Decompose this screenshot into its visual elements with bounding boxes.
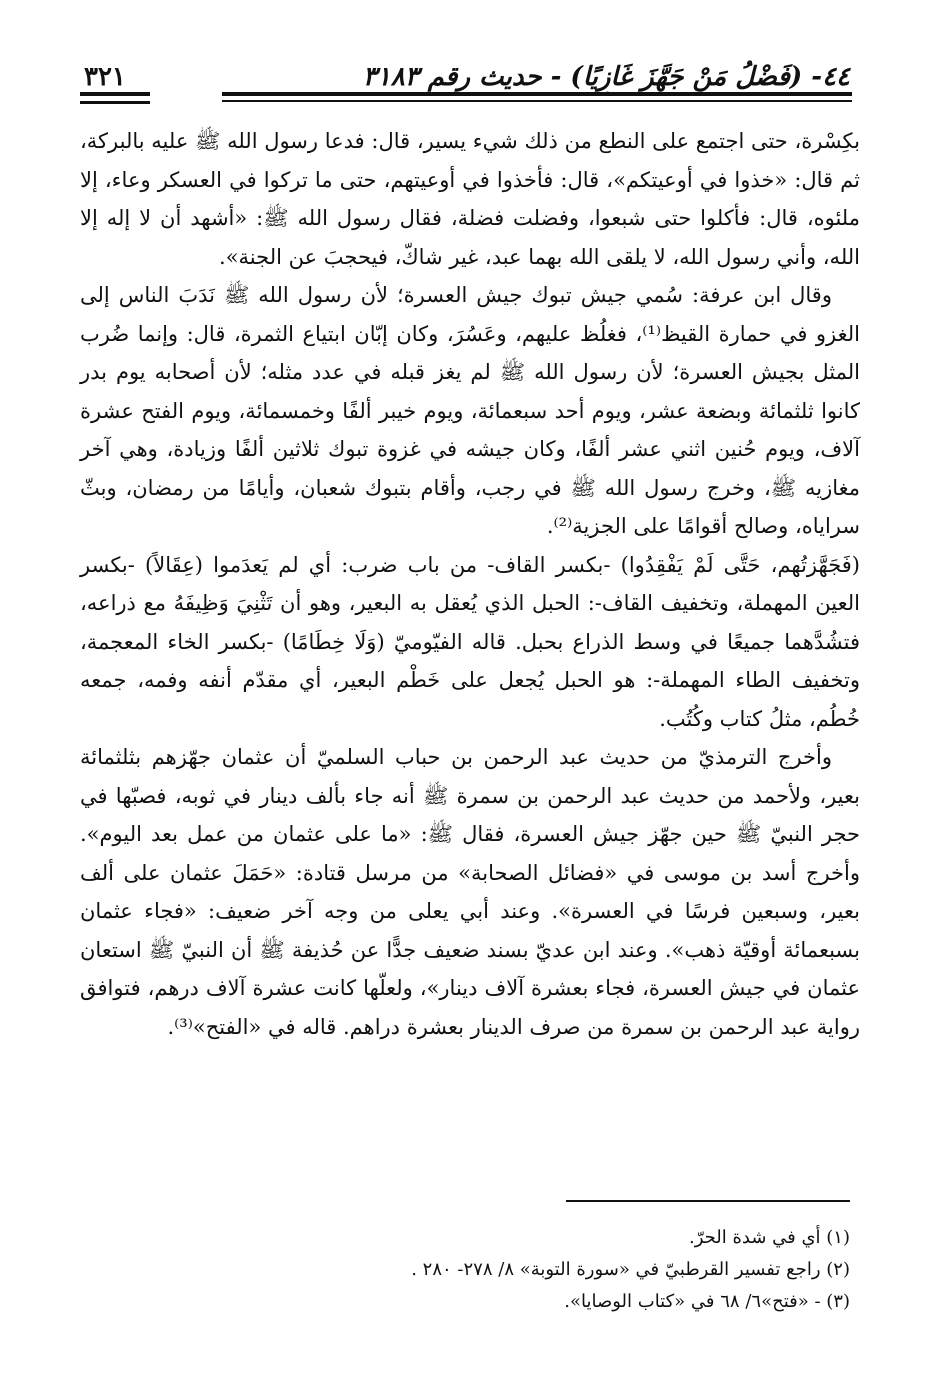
footnote: (٢) راجع تفسير القرطبيّ في «سورة التوبة» ٨/ ٢٧٨- ٢٨٠ .: [411, 1259, 850, 1280]
paragraph: (فَجَهَّزتُهم، حَتَّى لَمْ يَفْقِدُوا) -بكسر القاف- من باب ضرب: أي لم يَعدَموا (عِقَالاً) -بكسر العين المهملة، وتخفيف القاف-: الحبل الذي يُعقل به البعير، وهو أن تَثْنِيَ وَظِيفَهُ مع ذراعه، فتشُدَّهما جميعًا في وسط الذراع بحبل. قاله الفيّوميّ (وَلَا خِطَامًا) -بكسر الخاء المعجمة، وتخفيف الطاء المهملة-: هو الحبل يُجعل على خَطْم البعير، أي مقدّم أنفه وفمه، جمعه خُطُم، مثلُ كتاب وكُتُب.: [80, 552, 860, 731]
header-title: ٤٤- (فَضْلُ مَنْ جَهَّزَ غَازِيًا) - حديث رقم ٣١٨٣: [362, 62, 850, 92]
page-number-rule-thin: [80, 101, 150, 104]
paragraph: وقال ابن عرفة: سُمي جيش تبوك جيش العسرة؛ لأن رسول الله ﷺ نَدَبَ الناس إلى الغزو في حمارة القيظ⁽¹⁾، فغلُظ عليهم، وعَسُرَ، وكان إبّان ابتياع الثمرة، قال: وإنما ضُرب المثل بجيش العسرة؛ لأن رسول الله ﷺ لم يغز قبله في عدد مثله؛ لأن أصحابه يوم بدر كانوا ثلثمائة وبضعة عشر، ويوم أحد سبعمائة، ويوم خيبر ألفًا وخمسمائة، ويوم الفتح عشرة آلاف، ويوم حُنين اثني عشر ألفًا، وكان جيشه في غزوة تبوك ثلاثين ألفًا وزيادة، وهي آخر مغازيه ﷺ، وخرج رسول الله ﷺ في رجب، وأقام بتبوك شعبان، وأيامًا من رمضان، وبثّ سراياه، وصالح أقوامًا على الجزية⁽²⁾.: [80, 283, 861, 538]
footnotes: [80, 1222, 850, 1318]
header-rule-thin: [222, 100, 852, 102]
header-rule: [222, 92, 852, 96]
body-text: [80, 122, 860, 1046]
paragraph: بكِسْرة، حتى اجتمع على النطع من ذلك شيء يسير، قال: فدعا رسول الله ﷺ عليه بالبركة، ثم قال: «خذوا في أوعيتكم»، قال: فأخذوا في أوعيتهم، حتى ما تركوا في العسكر وعاء، إلا ملئوه، قال: فأكلوا حتى شبعوا، وفضلت فضلة، فقال رسول الله ﷺ: «أشهد أن لا إله إلا الله، وأني رسول الله، لا يلقى الله بهما عبد، غير شاكّ، فيحجبَ عن الجنة».: [80, 129, 860, 269]
page-number: ٣٢١: [84, 62, 126, 92]
paragraph: وأخرج الترمذيّ من حديث عبد الرحمن بن حباب السلميّ أن عثمان جهّزهم بثلثمائة بعير، ولأحمد من حديث عبد الرحمن بن سمرة ﷺ أنه جاء بألف دينار في ثوبه، فصبّها في حجر النبيّ ﷺ حين جهّز جيش العسرة، فقال ﷺ: «ما على عثمان من عمل بعد اليوم». وأخرج أسد بن موسى في «فضائل الصحابة» من مرسل قتادة: «حَمَلَ عثمان على ألف بعير، وسبعين فرسًا في العسرة». وعند أبي يعلى من وجه آخر ضعيف: «فجاء عثمان بسبعمائة أوقيّة ذهب». وعند ابن عديّ بسند ضعيف جدًّا عن حُذيفة ﷺ أن النبيّ ﷺ استعان عثمان في جيش العسرة، فجاء بعشرة آلاف دينار»، ولعلّها كانت عشرة آلاف درهم، فتوافق رواية عبد الرحمن بن سمرة من صرف الدينار بعشرة دراهم. قاله في «الفتح»⁽³⁾.: [80, 745, 860, 1039]
page-number-rule: [80, 92, 150, 96]
running-header: [80, 52, 850, 92]
footnote: (١) أي في شدة الحرّ.: [688, 1227, 850, 1248]
footnote-separator: [566, 1200, 850, 1202]
footnote: (٣) - «فتح»٦/ ٦٨ في «كتاب الوصايا».: [564, 1291, 850, 1312]
